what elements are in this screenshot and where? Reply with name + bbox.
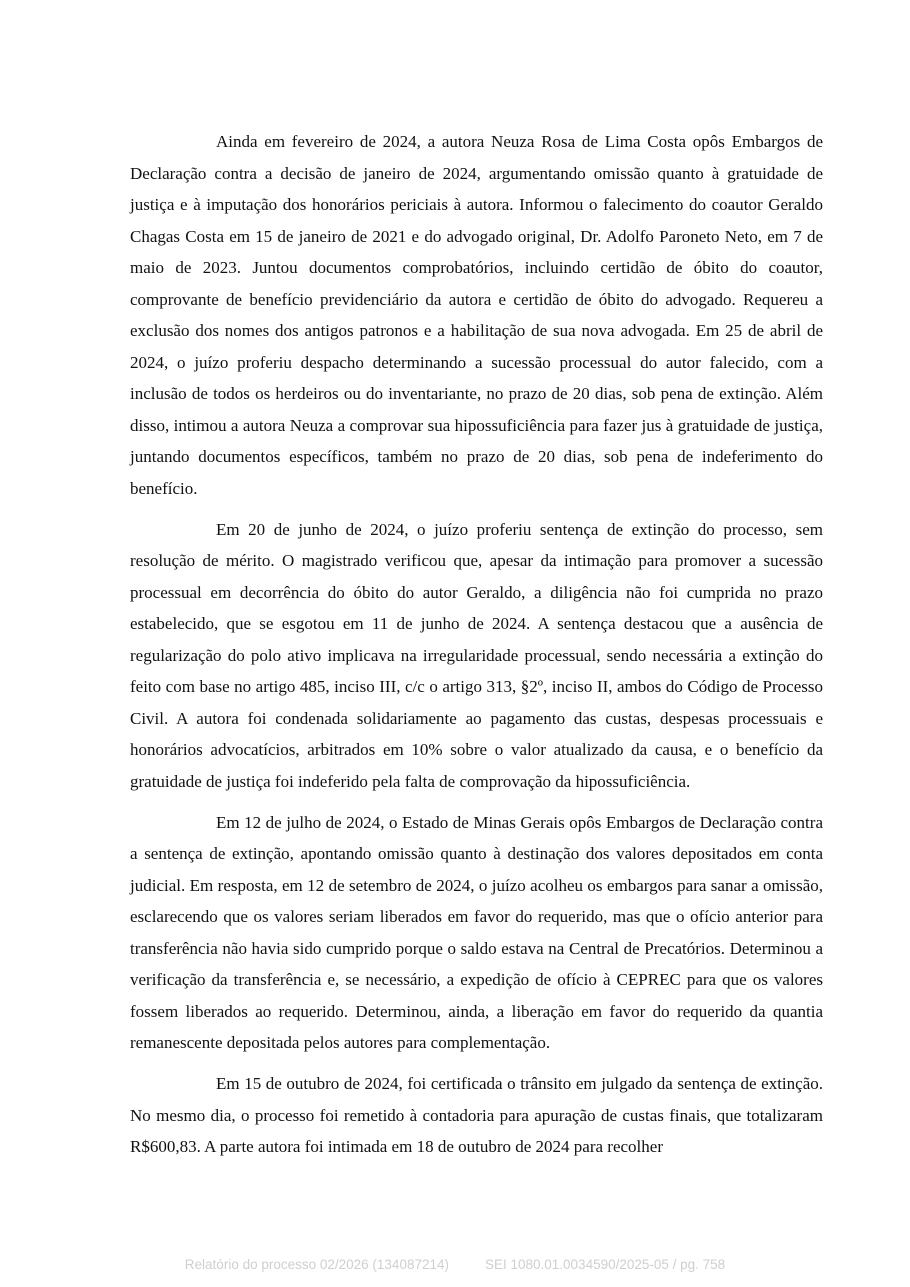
document-body	[130, 126, 823, 1172]
footer-report-reference: Relatório do processo 02/2026 (134087214)	[184, 1257, 449, 1272]
paragraph: Em 12 de julho de 2024, o Estado de Minas Gerais opôs Embargos de Declaração contra a sentença de extinção, apontando omissão quanto à destinação dos valores depositados em conta judicial. Em resposta, em 12 de setembro de 2024, o juízo acolheu os embargos para sanar a omissão, esclarecendo que os valores seriam liberados em favor do requerido, mas que o ofício anterior para transferência não havia sido cumprido porque o saldo estava na Central de Precatórios. Determinou a verificação da transferência e, se necessário, a expedição de ofício à CEPREC para que os valores fossem liberados ao requerido. Determinou, ainda, a liberação em favor do requerido da quantia remanescente depositada pelos autores para complementação.	[130, 812, 823, 1052]
paragraph: Ainda em fevereiro de 2024, a autora Neuza Rosa de Lima Costa opôs Embargos de Declaração contra a decisão de janeiro de 2024, argumentando omissão quanto à gratuidade de justiça e à imputação dos honorários periciais à autora. Informou o falecimento do coautor Geraldo Chagas Costa em 15 de janeiro de 2021 e do advogado original, Dr. Adolfo Paroneto Neto, em 7 de maio de 2023. Juntou documentos comprobatórios, incluindo certidão de óbito do coautor, comprovante de benefício previdenciário da autora e certidão de óbito do advogado. Requereu a exclusão dos nomes dos antigos patronos e a habilitação de sua nova advogada. Em 25 de abril de 2024, o juízo proferiu despacho determinando a sucessão processual do autor falecido, com a inclusão de todos os herdeiros ou do inventariante, no prazo de 20 dias, sob pena de extinção. Além disso, intimou a autora Neuza a comprovar sua hipossuficiência para fazer jus à gratuidade de justiça, juntando documentos específicos, também no prazo de 20 dias, sob pena de indeferimento do benefício.	[130, 132, 823, 498]
paragraph: Em 15 de outubro de 2024, foi certificada o trânsito em julgado da sentença de extinção. No mesmo dia, o processo foi remetido à contadoria para apuração de custas finais, que totalizaram R$600,83. A parte autora foi intimada em 18 de outubro de 2024 para recolher	[130, 1074, 823, 1156]
page-footer	[0, 1257, 910, 1272]
footer-sei-reference: SEI 1080.01.0034590/2025-05 / pg. 758	[484, 1257, 726, 1272]
paragraph: Em 20 de junho de 2024, o juízo proferiu sentença de extinção do processo, sem resolução de mérito. O magistrado verificou que, apesar da intimação para promover a sucessão processual em decorrência do óbito do autor Geraldo, a diligência não foi cumprida no prazo estabelecido, que se esgotou em 11 de junho de 2024. A sentença destacou que a ausência de regularização do polo ativo implicava na irregularidade processual, sendo necessária a extinção do feito com base no artigo 485, inciso III, c/c o artigo 313, §2º, inciso II, ambos do Código de Processo Civil. A autora foi condenada solidariamente ao pagamento das custas, despesas processuais e honorários advocatícios, arbitrados em 10% sobre o valor atualizado da causa, e o benefício da gratuidade de justiça foi indeferido pela falta de comprovação da hipossuficiência.	[130, 519, 823, 791]
